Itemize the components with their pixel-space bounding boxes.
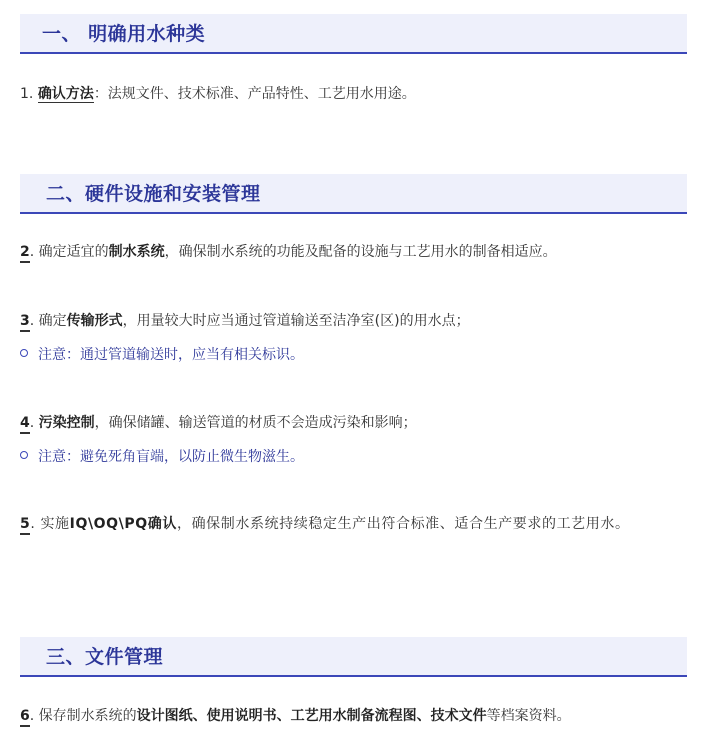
item-label: 确认方法: [37, 86, 94, 102]
item-prefix: .: [29, 415, 39, 431]
item-number: 4: [20, 415, 30, 434]
section-header-2: [20, 174, 687, 214]
item-text: 等档案资料。: [486, 708, 571, 724]
item-number: 5: [20, 516, 30, 535]
item-prefix: . 确定: [29, 313, 67, 329]
section-title-1: 一、 明确用水种类: [42, 23, 206, 45]
item-label: IQ\OQ\PQ确认: [69, 516, 177, 532]
item-text: ，确保制水系统的功能及配备的设施与工艺用水的制备相适应。: [164, 244, 557, 260]
list-item-6: [20, 706, 700, 726]
item-prefix: . 实施: [30, 516, 70, 532]
item-text: ，确保储罐、输送管道的材质不会造成污染和影响；: [94, 415, 417, 431]
item-text: ，用量较大时应当通过管道输送至洁净室(区)的用水点；: [122, 313, 470, 329]
list-item-5: [20, 507, 700, 541]
note-4: [20, 447, 304, 467]
note-text: 注意：通过管道输送时，应当有相关标识。: [38, 347, 304, 363]
item-text: ：法规文件、技术标准、产品特性、工艺用水用途。: [93, 86, 416, 102]
item-label: 制水系统: [108, 244, 165, 260]
item-label: 传输形式: [66, 313, 123, 329]
list-item-4: [20, 413, 700, 433]
item-label: 污染控制: [38, 415, 95, 431]
circle-bullet-icon: [20, 451, 28, 459]
item-prefix: . 保存制水系统的: [29, 708, 137, 724]
item-number: 6: [20, 708, 30, 727]
section-title-2: 二、硬件设施和安装管理: [46, 183, 261, 205]
item-number: 2: [20, 244, 30, 263]
item-label: 设计图纸、使用说明书、工艺用水制备流程图、技术文件: [136, 708, 487, 724]
item-number: 1.: [20, 86, 34, 102]
item-number: 3: [20, 313, 30, 332]
section-header-3: [20, 637, 687, 677]
circle-bullet-icon: [20, 349, 28, 357]
list-item-2: [20, 242, 700, 262]
note-3: [20, 345, 304, 365]
note-text: 注意：避免死角盲端，以防止微生物滋生。: [38, 449, 304, 465]
item-prefix: . 确定适宜的: [29, 244, 109, 260]
item-text: ，确保制水系统持续稳定生产出符合标准、适合生产要求的工艺用水。: [176, 516, 630, 532]
section-header-1: [20, 14, 687, 54]
list-item-1: [20, 84, 700, 104]
section-title-3: 三、文件管理: [46, 646, 164, 668]
list-item-3: [20, 311, 700, 331]
